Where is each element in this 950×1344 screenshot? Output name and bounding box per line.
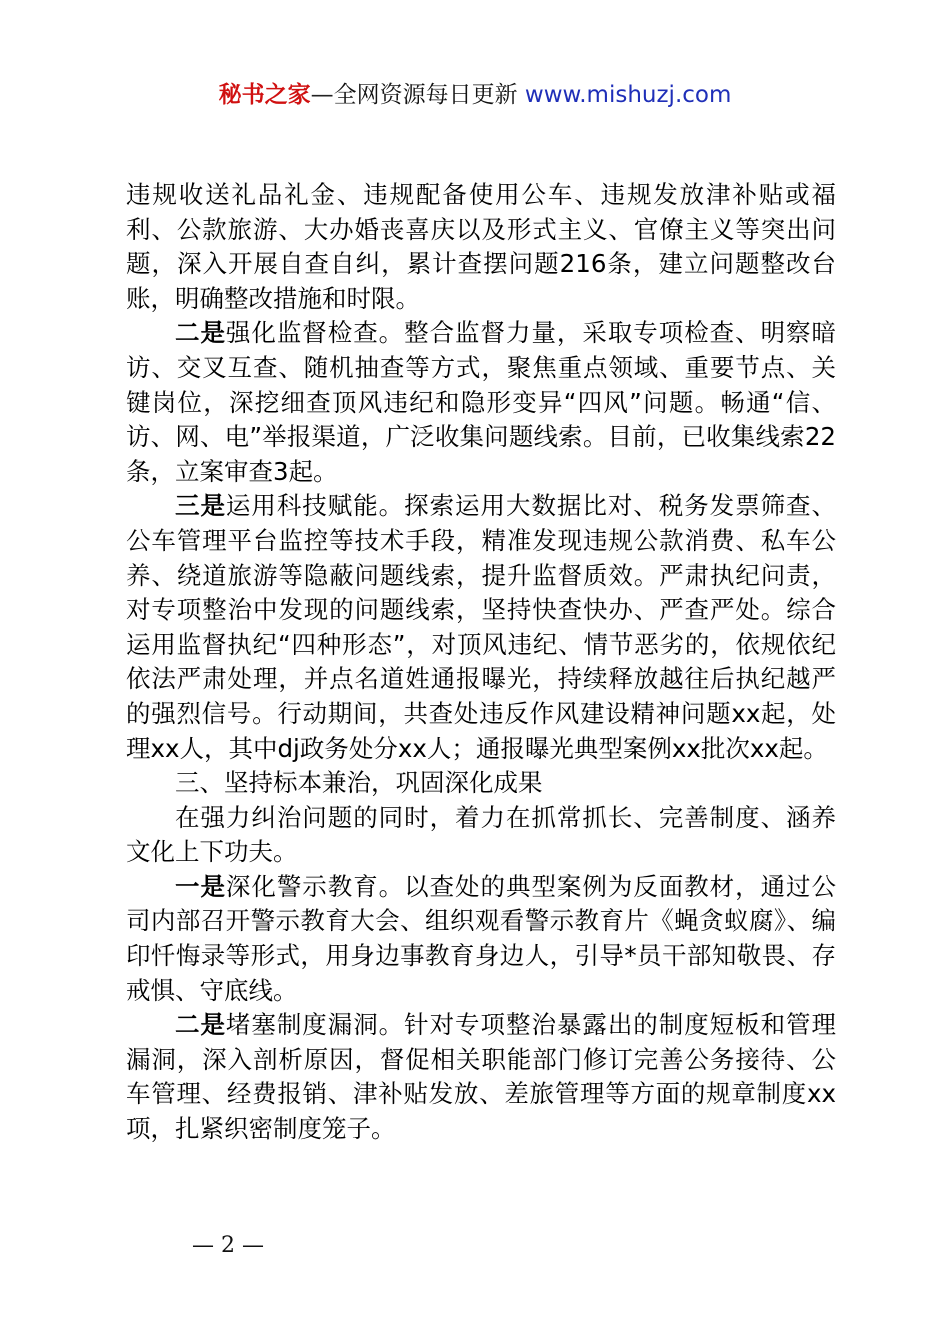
paragraph-7: 二是堵塞制度漏洞。针对专项整治暴露出的制度短板和管理漏洞，深入剖析原因，督促相关职能部门修订完善公务接待、公车管理、经费报销、津补贴发放、差旅管理等方面的规章制度xx项，扎紧织密制度笼子。 <box>126 1010 836 1144</box>
paragraph-lead: 一是 <box>175 871 226 901</box>
paragraph-6: 一是深化警示教育。以查处的典型案例为反面教材，通过公司内部召开警示教育大会、组织观看警示教育片《蝇贪蚁腐》、编印忏悔录等形式，用身边事教育身边人，引导*员干部知敬畏、存戒惧、守底线。 <box>126 871 836 1005</box>
paragraph-5: 在强力纠治问题的同时，着力在抓常抓长、完善制度、涵养文化上下功夫。 <box>126 802 836 867</box>
site-url-link[interactable]: www.mishuzj.com <box>524 82 732 108</box>
page-number: — 2 — <box>192 1233 264 1258</box>
paragraph-lead: 二是 <box>175 1010 226 1040</box>
paragraph-lead: 二是 <box>175 318 226 348</box>
paragraph-1: 违规收送礼品礼金、违规配备使用公车、违规发放津补贴或福利、公款旅游、大办婚丧喜庆以及形式主义、官僚主义等突出问题，深入开展自查自纠，累计查摆问题216条，建立问题整改台账，明确整改措施和时限。 <box>126 180 836 313</box>
site-brand: 秘书之家 <box>218 82 311 108</box>
paragraph-2: 二是强化监督检查。整合监督力量，采取专项检查、明察暗访、交叉互查、随机抽查等方式，聚焦重点领域、重要节点、关键岗位，深挖细查顶风违纪和隐形变异“四风”问题。畅通“信、访、网、电”举报渠道，广泛收集问题线索。目前，已收集线索22条，立案审查3起。 <box>126 318 836 486</box>
document-body <box>126 178 836 1147</box>
header-dash: — <box>310 82 334 108</box>
paragraph-3: 三是运用科技赋能。探索运用大数据比对、税务发票筛查、公车管理平台监控等技术手段，精准发现违规公款消费、私车公养、绕道旅游等隐蔽问题线索，提升监督质效。严肃执纪问责，对专项整治中发现的问题线索，坚持快查快办、严查严处。综合运用监督执纪“四种形态”，对顶风违纪、情节恶劣的，依规依纪依法严肃处理，并点名道姓通报曝光，持续释放越往后执纪越严的强烈信号。行动期间，共查处违反作风建设精神问题xx起，处理xx人，其中dj政务处分xx人；通报曝光典型案例xx批次xx起。 <box>126 491 836 763</box>
site-header <box>0 78 950 112</box>
paragraph-lead: 三是 <box>175 491 226 521</box>
header-slogan: 全网资源每日更新 <box>333 82 518 108</box>
section-heading: 三、坚持标本兼治，巩固深化成果 <box>175 768 543 798</box>
